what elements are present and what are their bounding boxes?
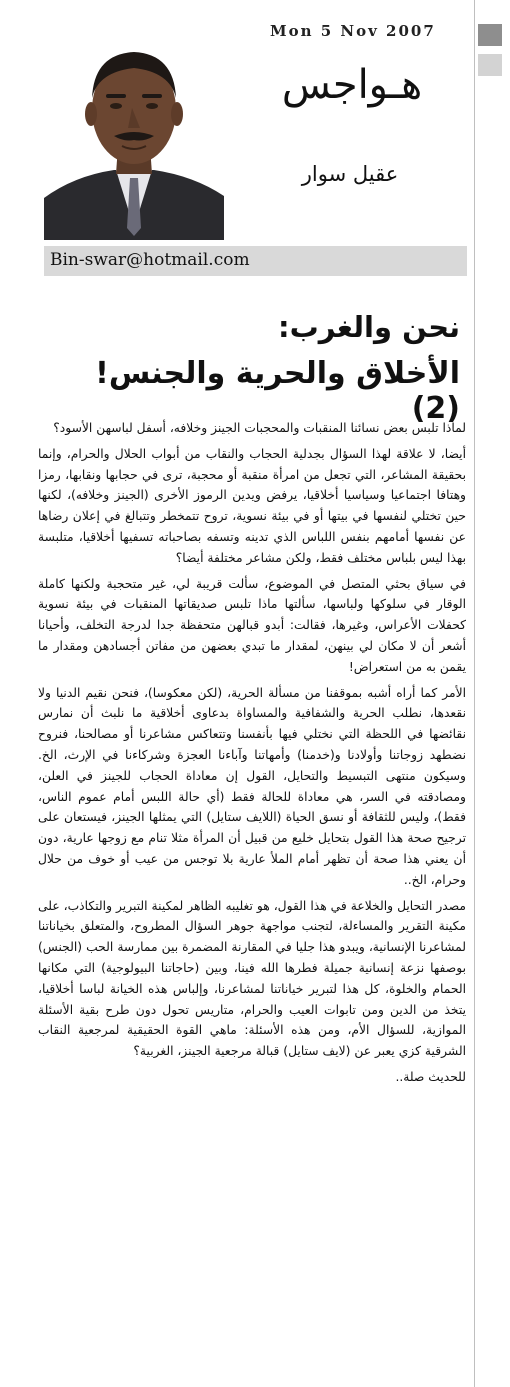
paragraph: مصدر التحايل والخلاعة في هذا القول، هو تغليبه الظاهر لمكينة التبرير والتكاذب، على مكينة التقرير والمساءلة، لتجنب مواجهة جوهر السؤال المطروح، والمتعلق بخياناتنا لمشاعرنا الإنسانية، ويبدو هذا جليا في المقارنة المضمرة بين ممارسة الحب (الجنس) بوصفها نزعة إنسانية جميلة فطرها الله فينا، وبين (حاجاتنا البيولوجية) التي مكانها الحمام والخلوة، كل هذا لتبرير خياناتنا لمشاعرنا، وإلباس هذه الخيانة لباسا أخلاقيا، يتخذ من الدين ومن تابوات العيب والحرام، متاريس تحول دون طرح بقية الأسئلة الموازية، للسؤال الأم، ومن هذه الأسئلة: ماهي القوة الحقيقية لمرجعية النقاب الشرقية كزي يعبر عن (لايف ستايل) قبالة مرجعية الجينز، الغربية؟ xyxy=(38,898,466,1059)
paragraph: الأمر كما أراه أشبه بموقفنا من مسألة الحرية، (لكن معكوسا)، فنحن نقيم الدنيا ولا نقعدها، نطلب الحرية والشفافية والمساواة بدعاوى أخلاقية ما نلبث أن نمارس نقائضها في اللحظة التي نختلي فيها بأنفسنا وتتعاكس مشاعرنا أو مصالحنا، فنروح نضطهد زوجاتنا وأولادنا و(خدمنا) وأمهاتنا وآباءنا العجزة وشركاءنا في الإرث، الخ. وسيكون منتهى التبسيط والتحايل، القول إن معاداة الحجاب للجينز في العلن، ومصادقته في السر، هي معاداة للحالة فقط (أي حالة اللبس أمام عموم الناس، فقط)، وليس للثقافة أو نسق الحياة (اللايف ستايل) التي يمثلها الجينز، فيستعان على ترجيح صحة هذا القول بتحايل خليع من قبيل أن المرأة مثلا تنام مع زوجها عارية، دون أن يعني هذا صحة أن تظهر أمام الملأ عارية بلا توجس من عيب أو خوف من حلال وحرام، الخ.. xyxy=(38,685,466,887)
article-body xyxy=(38,418,466,1376)
author-name: عقيل سوار xyxy=(301,162,399,186)
author-photo xyxy=(44,28,224,240)
headline-line-1: نحن والغرب: xyxy=(278,310,460,344)
issue-date: Mon 5 Nov 2007 xyxy=(270,22,436,40)
rail-divider xyxy=(474,0,475,1387)
headline-line-2: الأخلاق والحرية والجنس! (2) xyxy=(95,356,460,426)
paragraph: في سياق بحثي المتصل في الموضوع، سألت قريبة لي، غير متحجبة ولكنها كاملة الوقار في سلوكها ولباسها، سألتها ماذا تلبس صديقاتها المنقبات في بيئة نسوية كحفلات الأعراس، وغيرها، فقالت: أبدو قبالهن متحفظة جدا لدرجة التخلف، وأحيانا أشعر أن لا مكان لي بينهن، لمقدار ما تبدي بعضهن من مفاتن أجسادهن ومقدار ما يقمن به من استعراض! xyxy=(38,576,466,674)
section-marker-dark xyxy=(478,24,502,46)
right-rail xyxy=(466,0,510,1387)
closing-line: للحديث صلة.. xyxy=(395,1069,466,1084)
section-marker-light xyxy=(478,54,502,76)
paragraph: أيضا، لا علاقة لهذا السؤال بجدلية الحجاب والنقاب من أبواب الحلال والحرام، وإنما بحقيقة المشاعر، التي تجعل من امرأة منقبة أو محجبة، ترى في حجابها ونقابها، رمزا وهتافا اجتماعيا وسياسيا أخلاقيا، يرفض ويدين الرموز الأخرى (الجينز وخلافه)، لكنها حين تختلي لنفسها في بيتها أو في بيئة نسوية، تروح تتمخطر وتتبالغ في إعلان رضاها عن نفسها أمامهم بنفس اللباس الذي تدينه وتسفه بصاحباته تسفيها أخلاقيا، متلبسة بهذا ليس بلباس مختلف فقط، ولكن مشاعر مختلفة أيضا؟ xyxy=(38,446,466,565)
paragraph: لماذا تلبس بعض نسائنا المنقبات والمحجبات الجينز وخلافه، أسفل لباسهن الأسود؟ xyxy=(53,421,466,435)
column-title: هـواجس xyxy=(281,62,423,108)
author-email[interactable]: Bin-swar@hotmail.com xyxy=(50,250,250,270)
